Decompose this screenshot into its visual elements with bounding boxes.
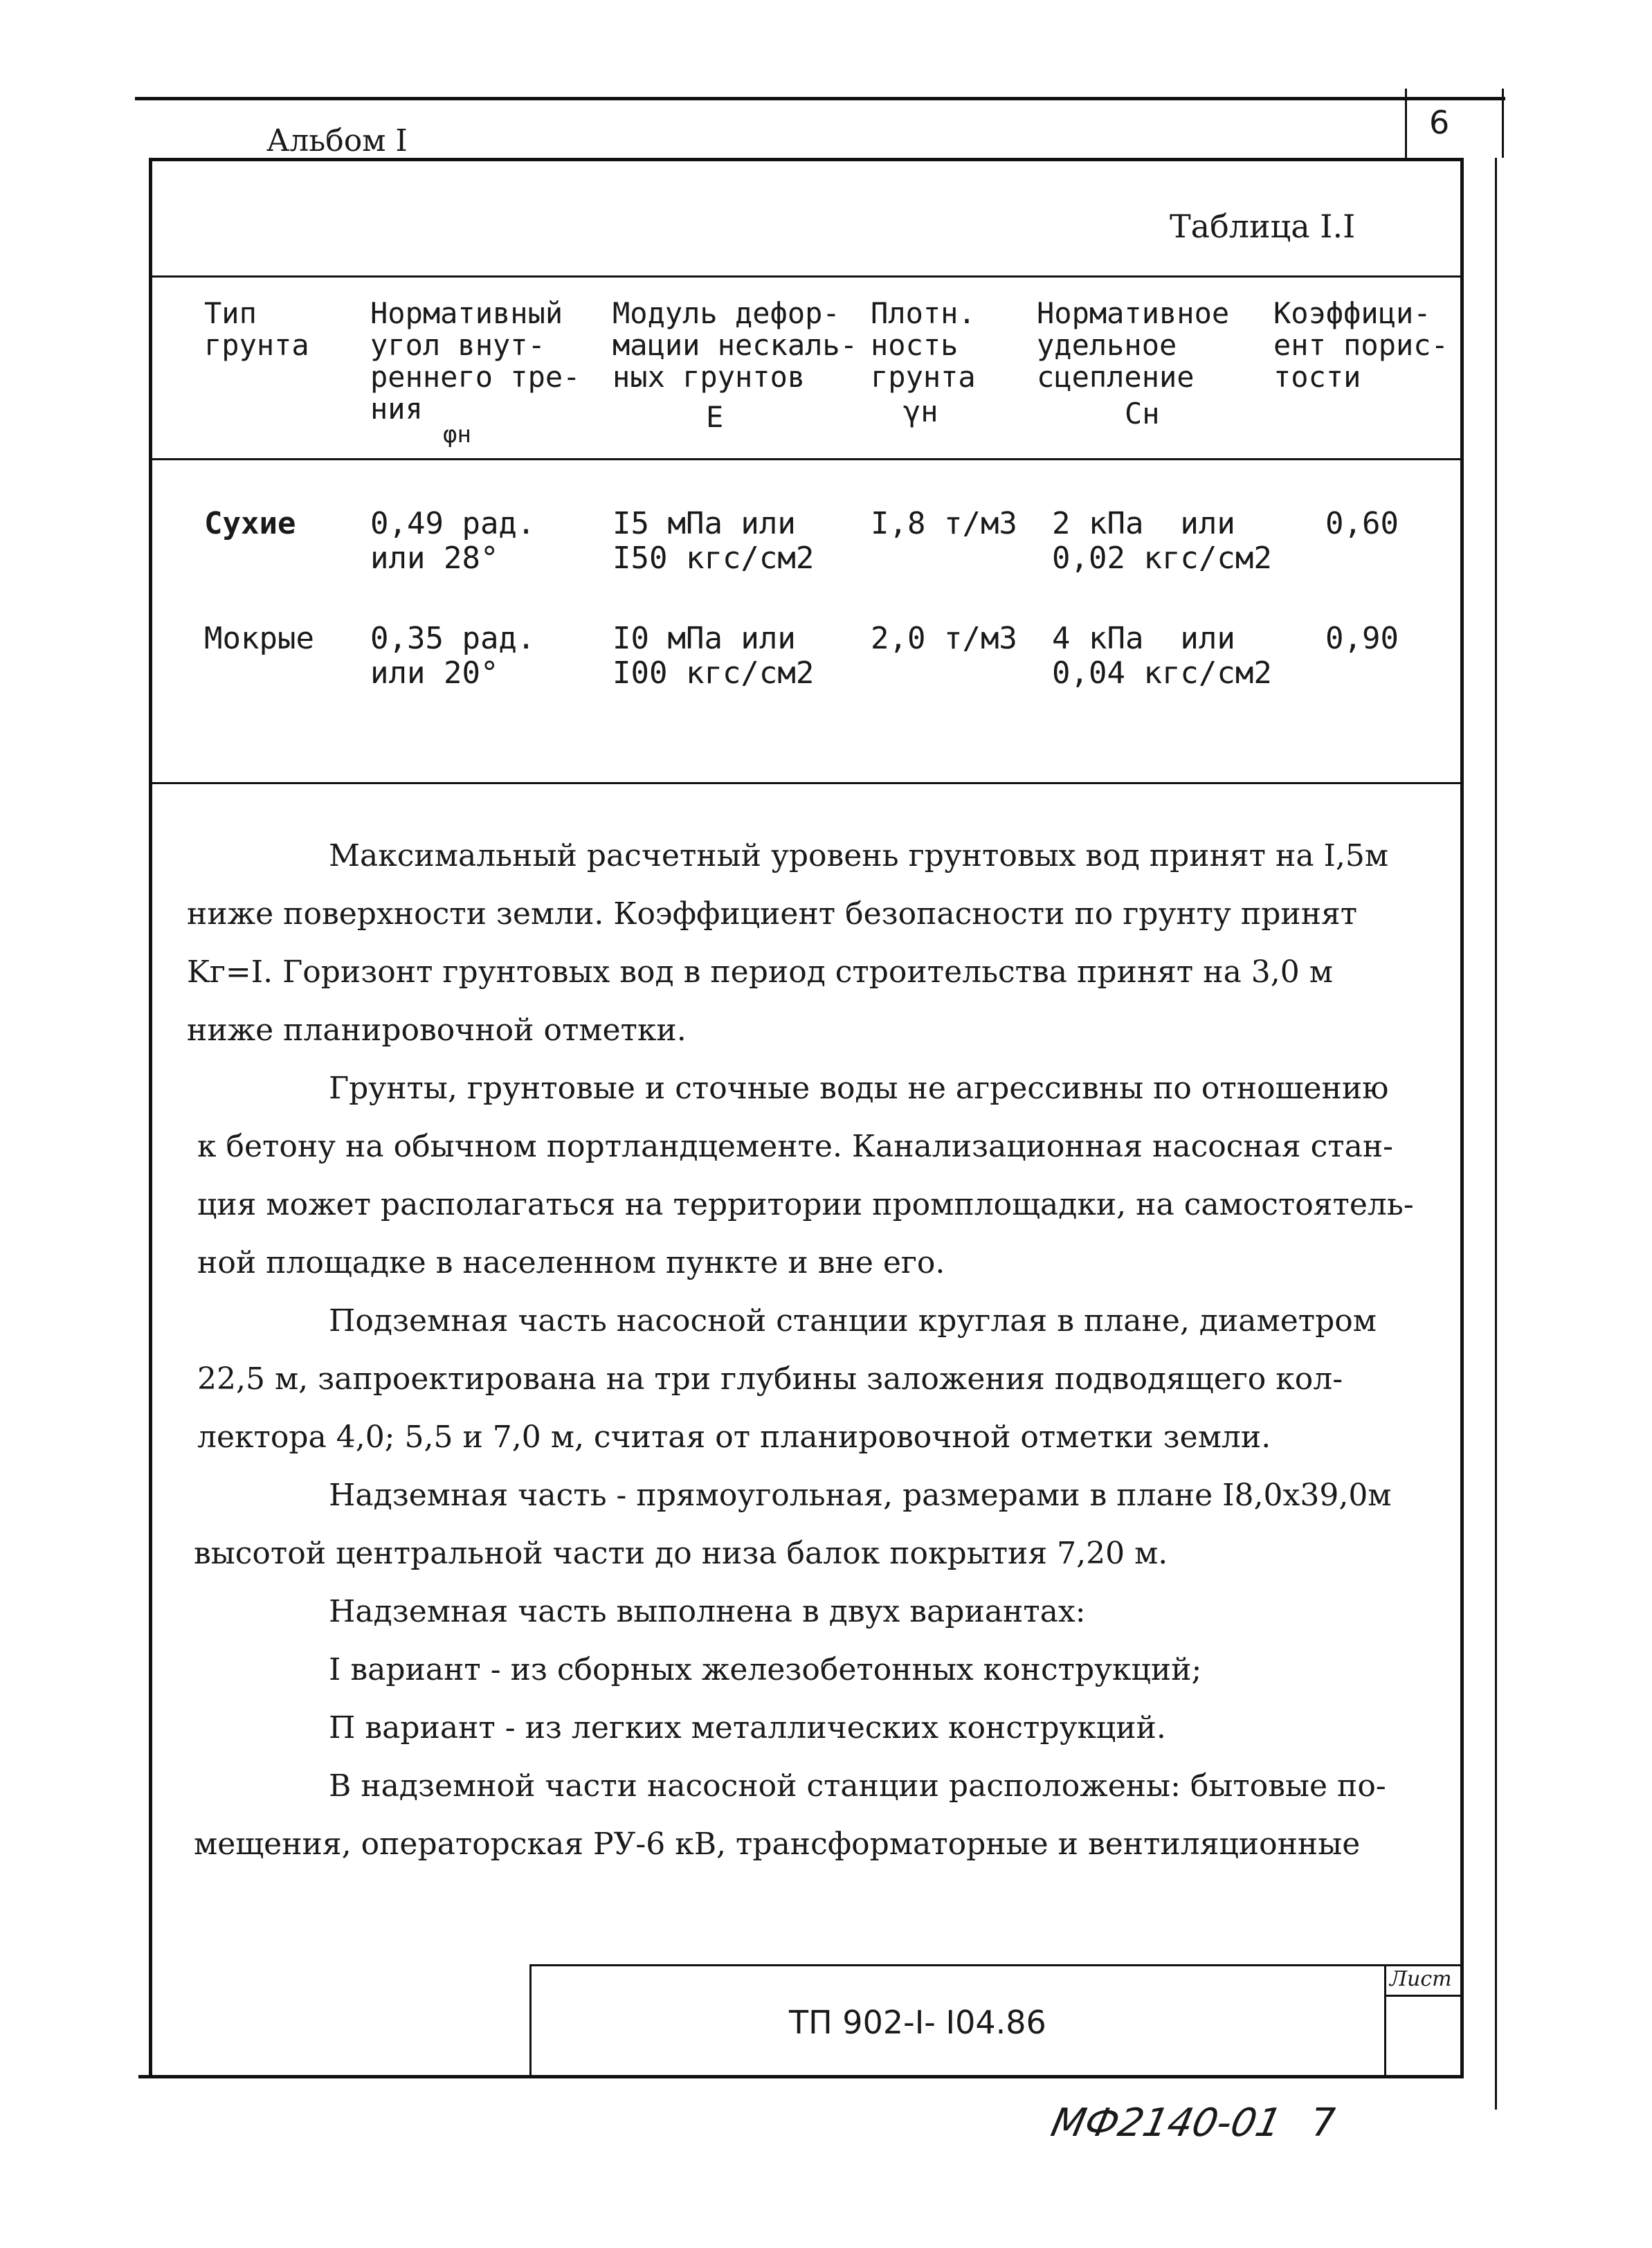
body-text (187, 827, 1453, 1874)
row-wet-type: Мокрые (204, 621, 314, 656)
column-header-density: Плотн. ность грунта (871, 296, 976, 394)
body-line: ция может располагаться на территории промплощадки, на самостоятель- (197, 1187, 1414, 1222)
row-wet-porosity: 0,90 (1325, 621, 1399, 656)
cohesion-symbol: Cн (1125, 397, 1160, 430)
body-line: Надземная часть выполнена в двух вариантах: (329, 1594, 1086, 1629)
frame-left (149, 158, 152, 2078)
outer-right-edge (1495, 158, 1497, 2110)
page-number: 6 (1429, 104, 1450, 141)
body-line: I вариант - из сборных железобетонных конструкций; (329, 1652, 1202, 1687)
album-title: Альбом I (266, 123, 408, 158)
row-dry-density: I,8 т/м3 (871, 506, 1017, 541)
column-header-deformation-modulus: Модуль дефор- мации нескаль- ных грунтов (612, 296, 858, 394)
modulus-symbol: E (706, 400, 724, 434)
body-line: Максимальный расчетный уровень грунтовых вод принят на I,5м (329, 838, 1389, 873)
body-line: Kг=I. Горизонт грунтовых вод в период строительства принят на 3,0 м (187, 954, 1333, 990)
stamp-sheet-divider (1384, 1964, 1386, 2076)
handwritten-number: 7 (1311, 2101, 1336, 2146)
body-line: высотой центральной части до низа балок покрытия 7,20 м. (194, 1536, 1168, 1571)
page-number-box-left (1405, 89, 1407, 158)
body-line: ниже поверхности земли. Коэффициент безопасности по грунту принят (187, 896, 1358, 932)
row-dry-angle: 0,49 рад. или 28° (370, 506, 536, 576)
body-line: мещения, операторская РУ-6 кВ, трансформаторные и вентиляционные (194, 1826, 1361, 1862)
row-dry-type: Сухие (204, 506, 296, 541)
row-wet-density: 2,0 т/м3 (871, 621, 1017, 656)
column-header-porosity: Коэффици- ент порис- тости (1273, 296, 1449, 394)
row-dry-porosity: 0,60 (1325, 506, 1399, 541)
friction-angle-symbol: φн (443, 421, 471, 448)
drawing-code: ТП 902-I- I04.86 (789, 2004, 1046, 2041)
frame-bottom (138, 2075, 1464, 2078)
table-header-top-rule (149, 275, 1464, 278)
frame-right (1460, 158, 1464, 2078)
column-header-cohesion: Нормативное удельное сцепление (1037, 296, 1230, 394)
body-line: ниже планировочной отметки. (187, 1013, 687, 1048)
body-line: Надземная часть - прямоугольная, размерами в плане I8,0х39,0м (329, 1478, 1392, 1513)
handwritten-code: МФ2140-01 (1047, 2101, 1286, 2146)
table-caption: Таблица I.I (1170, 208, 1356, 245)
table-bottom-rule (149, 782, 1464, 784)
column-header-soil-type: Тип грунта (204, 296, 309, 362)
row-dry-cohesion: 2 кПа или 0,02 кгс/см2 (1052, 506, 1272, 576)
body-line: ной площадке в населенном пункте и вне его. (197, 1245, 945, 1280)
body-line: Подземная часть насосной станции круглая в плане, диаметром (329, 1303, 1377, 1339)
body-line: В надземной части насосной станции расположены: бытовые по- (329, 1768, 1386, 1804)
stamp-sheet-rule (1384, 1995, 1462, 1997)
row-wet-modulus: I0 мПа или I00 кгс/см2 (612, 621, 815, 691)
row-wet-cohesion: 4 кПа или 0,04 кгс/см2 (1052, 621, 1272, 691)
stamp-top-rule (529, 1964, 1462, 1966)
body-line: Грунты, грунтовые и сточные воды не агрессивны по отношению (329, 1071, 1389, 1106)
top-rule (135, 97, 1505, 100)
sheet-label: Лист (1390, 1967, 1452, 1991)
row-wet-angle: 0,35 рад. или 20° (370, 621, 536, 691)
row-dry-modulus: I5 мПа или I50 кгс/см2 (612, 506, 815, 576)
body-line: П вариант - из легких металлических конструкций. (329, 1710, 1166, 1746)
stamp-left-rule (529, 1964, 532, 2076)
body-line: лектора 4,0; 5,5 и 7,0 м, считая от планировочной отметки земли. (197, 1420, 1271, 1455)
body-line: 22,5 м, запроектирована на три глубины заложения подводящего кол- (197, 1361, 1343, 1397)
density-symbol: γн (903, 395, 938, 428)
body-line: к бетону на обычном портландцементе. Канализационная насосная стан- (197, 1129, 1394, 1164)
page-number-box-right (1502, 89, 1504, 158)
column-header-friction-angle: Нормативный угол внут- реннего тре- ния (370, 296, 581, 426)
table-header-bottom-rule (149, 458, 1464, 460)
